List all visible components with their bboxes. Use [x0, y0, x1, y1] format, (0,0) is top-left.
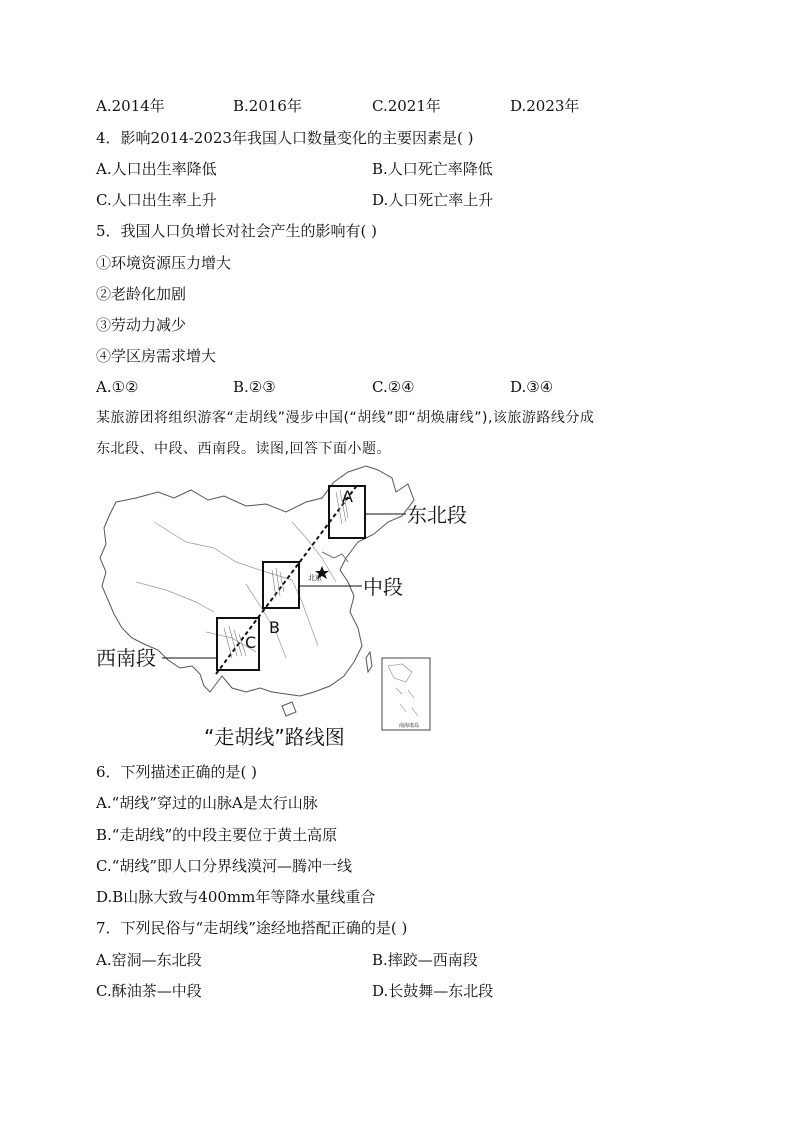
q6-option-d: D.B山脉大致与400mm年等降水量线重合 [96, 888, 376, 906]
q4-option-b: B.人口死亡率降低 [372, 160, 493, 178]
q3-option-d: D.2023年 [510, 97, 580, 115]
taiwan-island [366, 652, 372, 672]
q7-option-a: A.窑洞—东北段 [96, 951, 202, 969]
q6-option-a: A.“胡线”穿过的山脉A是太行山脉 [96, 794, 318, 812]
q5-stem: 5．我国人口负增长对社会产生的影响有( ) [96, 222, 378, 240]
hu-line [216, 484, 358, 674]
passage-line-2: 东北段、中段、西南段。读图,回答下面小题。 [96, 441, 391, 457]
label-b: B [269, 618, 280, 637]
label-middle: 中段 [363, 575, 403, 599]
passage-line-1: 某旅游团将组织游客“走胡线”漫步中国(“胡线”即“胡焕庸线”),该旅游路线分成 [96, 410, 595, 426]
q5-option-d: D.③④ [510, 378, 554, 396]
q6-option-b: B.“走胡线”的中段主要位于黄土高原 [96, 826, 338, 844]
q3-option-a: A.2014年 [96, 97, 165, 115]
south-china-sea-inset [382, 658, 430, 730]
q7-option-c: C.酥油茶—中段 [96, 982, 202, 1000]
q7-stem: 7．下列民俗与“走胡线”途经地搭配正确的是( ) [96, 919, 408, 937]
q5-option-a: A.①② [96, 378, 139, 396]
label-southwest: 西南段 [96, 646, 156, 670]
q4-stem: 4．影响2014-2023年我国人口数量变化的主要因素是( ) [96, 129, 474, 147]
q5-item-3: ③劳动力减少 [96, 316, 187, 334]
map-caption: “走胡线”路线图 [204, 725, 345, 749]
q3-option-c: C.2021年 [372, 97, 441, 115]
q5-item-2: ②老龄化加剧 [96, 285, 187, 303]
q5-item-1: ①环境资源压力增大 [96, 254, 232, 272]
hu-line-route-map [96, 462, 516, 752]
q5-option-b: B.②③ [233, 378, 276, 396]
q4-option-a: A.人口出生率降低 [96, 160, 217, 178]
middle-box [263, 562, 299, 608]
hainan-island [282, 702, 296, 716]
q3-option-b: B.2016年 [233, 97, 302, 115]
label-a: A [342, 487, 353, 506]
bohai-coast [322, 552, 348, 562]
q6-option-c: C.“胡线”即人口分界线漠河—腾冲一线 [96, 857, 353, 875]
province-boundaries [136, 522, 336, 658]
q7-option-d: D.长鼓舞—东北段 [372, 982, 494, 1000]
label-northeast: 东北段 [407, 503, 467, 527]
inset-label: 南海诸岛 [399, 723, 420, 729]
beijing-label: 北京 [308, 574, 322, 582]
q5-item-4: ④学区房需求增大 [96, 347, 217, 365]
q6-stem: 6．下列描述正确的是( ) [96, 763, 258, 781]
q4-option-c: C.人口出生率上升 [96, 191, 217, 209]
q7-option-b: B.摔跤—西南段 [372, 951, 478, 969]
q4-option-d: D.人口死亡率上升 [372, 191, 494, 209]
q5-option-c: C.②④ [372, 378, 415, 396]
label-c: C [245, 633, 257, 652]
